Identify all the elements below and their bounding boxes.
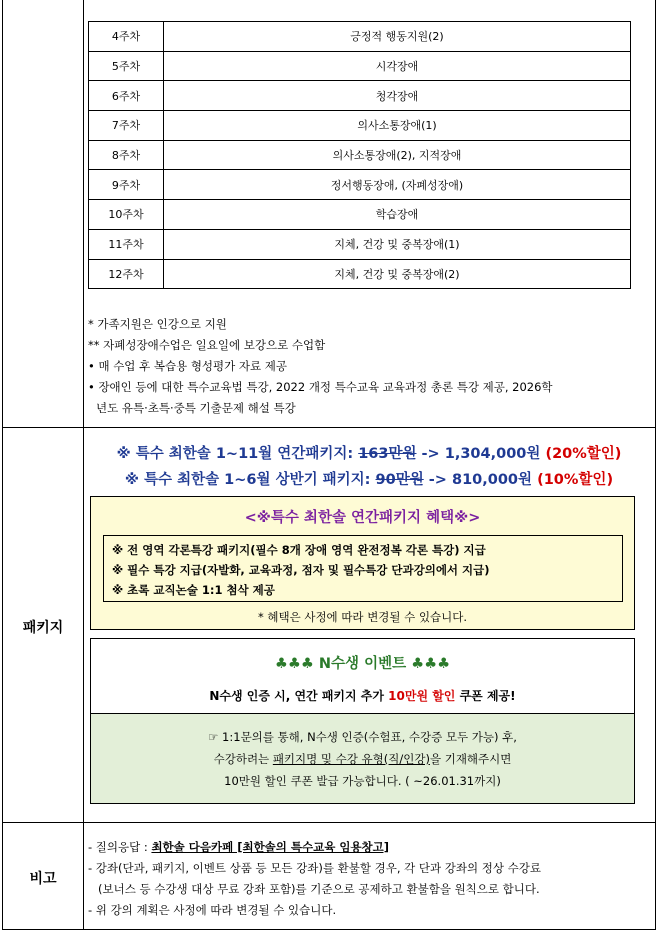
original-price: 90만원 — [375, 472, 424, 488]
course-notes — [88, 314, 648, 419]
topic-cell: 긍정적 행동지원(2) — [164, 22, 631, 52]
topic-cell: 학습장애 — [164, 200, 631, 230]
remark-line: - 위 강의 계획은 사정에 따라 변경될 수 있습니다. — [88, 903, 337, 917]
topic-cell: 지체, 건강 및 중복장애(1) — [164, 229, 631, 259]
topic-cell: 의사소통장애(2), 지적장애 — [164, 140, 631, 170]
note-line: ** 자폐성장애수업은 일요일에 보강으로 수업함 — [88, 338, 326, 352]
topic-cell: 시각장애 — [164, 51, 631, 81]
topic-cell: 의사소통장애(1) — [164, 111, 631, 141]
note-line: * 가족지원은 인강으로 지원 — [88, 317, 227, 331]
row-divider — [3, 427, 656, 428]
cafe-link[interactable]: 최한솔 다음카페 [최한솔의 특수교육 임용창고] — [151, 840, 390, 854]
package-label: 패키지 — [22, 620, 64, 636]
note-line: 년도 유특·초특·중특 기출문제 해설 특강 — [96, 401, 296, 415]
event-title: ♣♣♣ N수생 이벤트 ♣♣♣ — [274, 656, 451, 672]
remark-line: - 질의응답 : 최한솔 다음카페 [최한솔의 특수교육 임용창고] — [88, 840, 390, 854]
week-cell: 12주차 — [89, 259, 164, 289]
week-schedule-table — [88, 21, 631, 289]
week-cell: 7주차 — [89, 111, 164, 141]
note-line: • 매 수업 후 복습용 형성평가 자료 제공 — [88, 359, 288, 373]
benefits-box — [90, 496, 635, 630]
week-cell: 4주차 — [89, 22, 164, 52]
n-student-event-box — [90, 638, 635, 714]
week-cell: 5주차 — [89, 51, 164, 81]
remark-line: (보너스 등 수강생 대상 무료 강좌 포함)를 기준으로 공제하고 환불함을 원칙으로 합니다. — [98, 882, 540, 896]
remarks-label: 비고 — [29, 871, 57, 887]
table-row — [89, 22, 631, 52]
event-subtitle: N수생 인증 시, 연간 패키지 추가 10만원 할인 쿠폰 제공! — [209, 689, 516, 703]
week-cell: 9주차 — [89, 170, 164, 200]
list-item: ※ 필수 특강 지급(자발화, 교육과정, 점자 및 필수특강 단과강의에서 지급) — [112, 563, 490, 577]
table-row — [89, 51, 631, 81]
original-price: 163만원 — [358, 446, 417, 462]
table-row — [89, 81, 631, 111]
instruction-line: ☞ 1:1문의를 통해, N수생 인증(수험표, 수강증 모두 가능) 후, — [208, 730, 517, 744]
table-row — [89, 140, 631, 170]
benefits-list — [103, 535, 623, 602]
instruction-line: 10만원 할인 쿠폰 발급 가능합니다. ( ~26.01.31까지) — [224, 774, 501, 788]
note-line: • 장애인 등에 대한 특수교육법 특강, 2022 개정 특수교육 교육과정 총론 특강 제공, 2026학 — [88, 380, 553, 394]
week-cell: 10주차 — [89, 200, 164, 230]
list-item: ※ 초록 교직논술 1:1 첨삭 제공 — [112, 583, 275, 597]
remark-line: - 강좌(단과, 패키지, 이벤트 상품 등 모든 강좌)를 환불할 경우, 각 단과 강좌의 정상 수강료 — [88, 861, 541, 875]
discount-badge: (10%할인) — [537, 472, 614, 488]
topic-cell: 지체, 건강 및 중복장애(2) — [164, 259, 631, 289]
week-cell: 6주차 — [89, 81, 164, 111]
table-row — [89, 200, 631, 230]
benefits-note: * 혜택은 사정에 따라 변경될 수 있습니다. — [257, 610, 468, 624]
benefits-title: <※특수 최한솔 연간패키지 혜택※> — [244, 510, 481, 526]
table-row — [89, 170, 631, 200]
week-cell: 11주차 — [89, 229, 164, 259]
table-row — [89, 229, 631, 259]
topic-cell: 청각장애 — [164, 81, 631, 111]
table-row — [89, 259, 631, 289]
instruction-line: 수강하려는 패키지명 및 수강 유형(직/인강)을 기재해주시면 — [213, 752, 512, 766]
table-row — [89, 111, 631, 141]
topic-cell: 정서행동장애, (자폐성장애) — [164, 170, 631, 200]
event-instructions-box — [90, 713, 635, 804]
half-year-package-price: ※ 특수 최한솔 1~6월 상반기 패키지: 90만원 -> 810,000원 (10%할인) — [124, 472, 614, 488]
list-item: ※ 전 영역 각론특강 패키지(필수 8개 장애 영역 완전정복 각론 특강) 지급 — [112, 543, 486, 557]
discount-badge: (20%할인) — [545, 446, 622, 462]
week-cell: 8주차 — [89, 140, 164, 170]
remarks-content — [88, 837, 648, 921]
row-divider — [3, 822, 656, 823]
annual-package-price: ※ 특수 최한솔 1~11월 연간패키지: 163만원 -> 1,304,000원 (20%할인) — [116, 446, 622, 462]
column-divider — [83, 0, 84, 929]
